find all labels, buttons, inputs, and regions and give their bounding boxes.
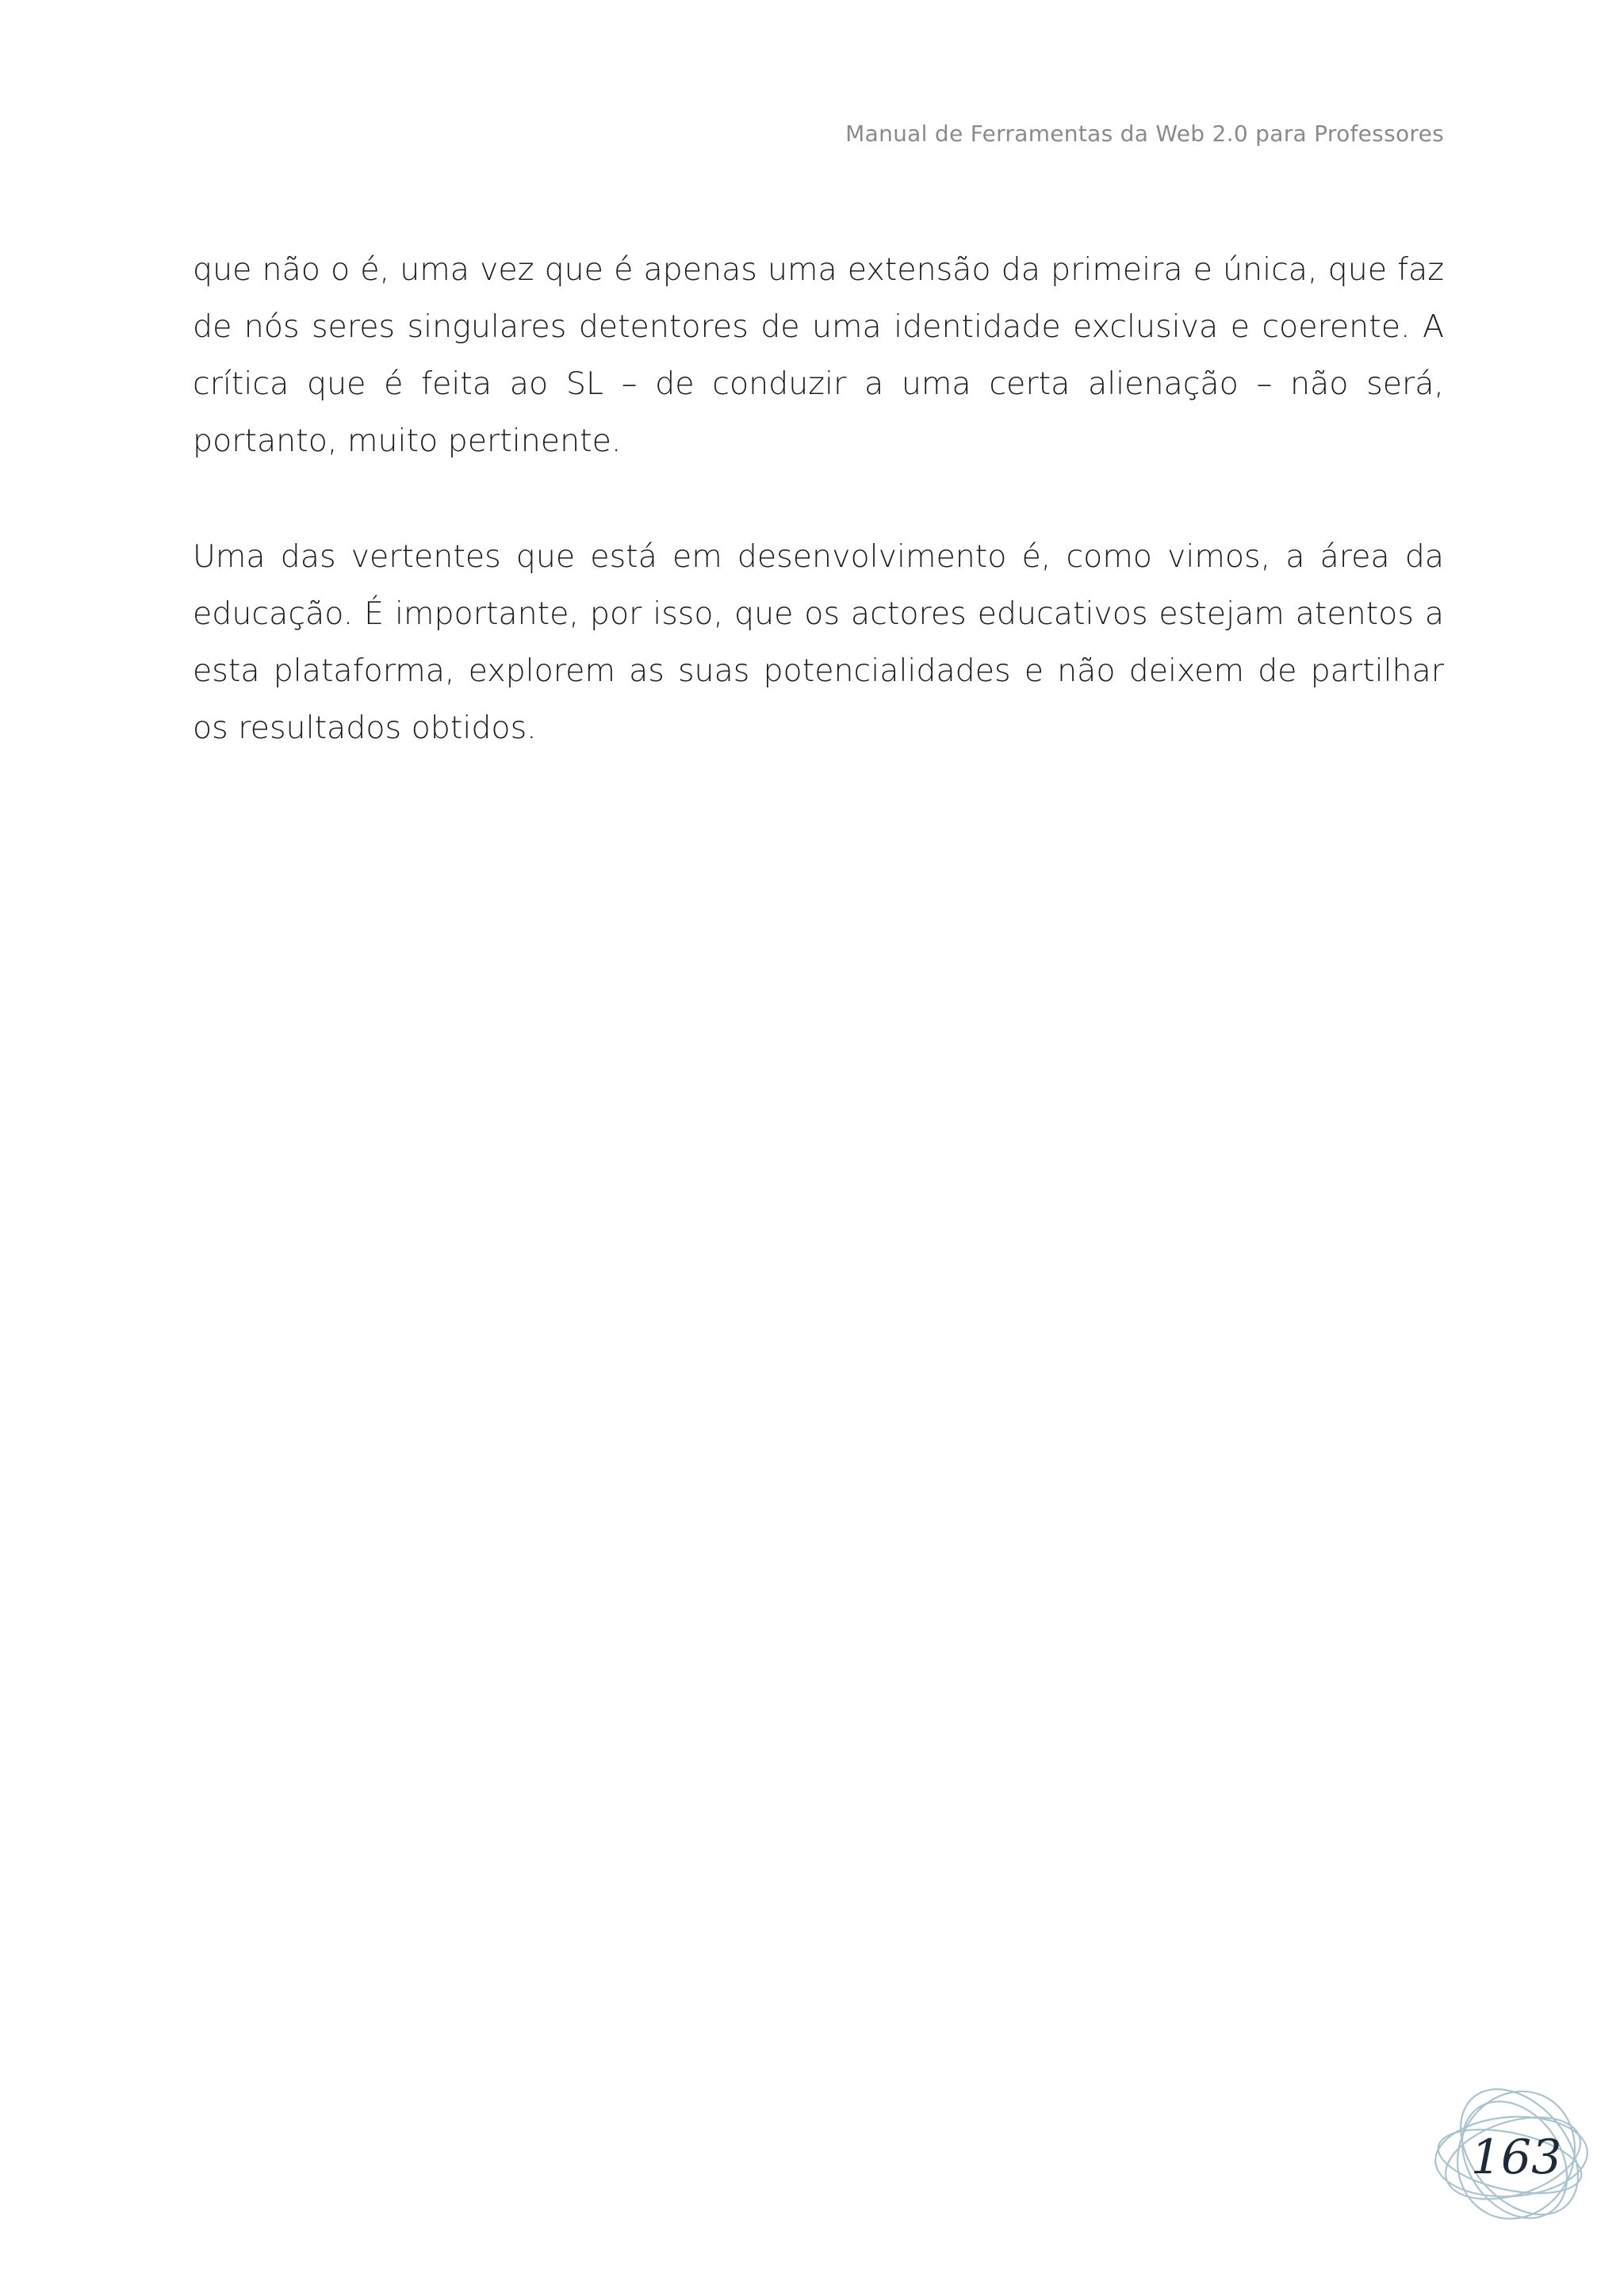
page-number: 163 xyxy=(1470,2130,1562,2185)
body-text xyxy=(193,241,1444,756)
paragraph-1: que não o é, uma vez que é apenas uma extensão da primeira e única, que faz de nós seres singulares detentores de uma identidade exclusiva e coerente. A crítica que é feita ao SL – de conduzir a uma certa alienação – não será, portanto, muito pertinente. xyxy=(193,251,1444,459)
running-header: Manual de Ferramentas da Web 2.0 para Professores xyxy=(845,121,1444,147)
paragraph-2: Uma das vertentes que está em desenvolvimento é, como vimos, a área da educação. É importante, por isso, que os actores educativos estejam atentos a esta plataforma, explorem as suas potencialidades e não deixem de partilhar os resultados obtidos. xyxy=(193,538,1444,746)
page-number-badge xyxy=(1434,2073,1608,2242)
